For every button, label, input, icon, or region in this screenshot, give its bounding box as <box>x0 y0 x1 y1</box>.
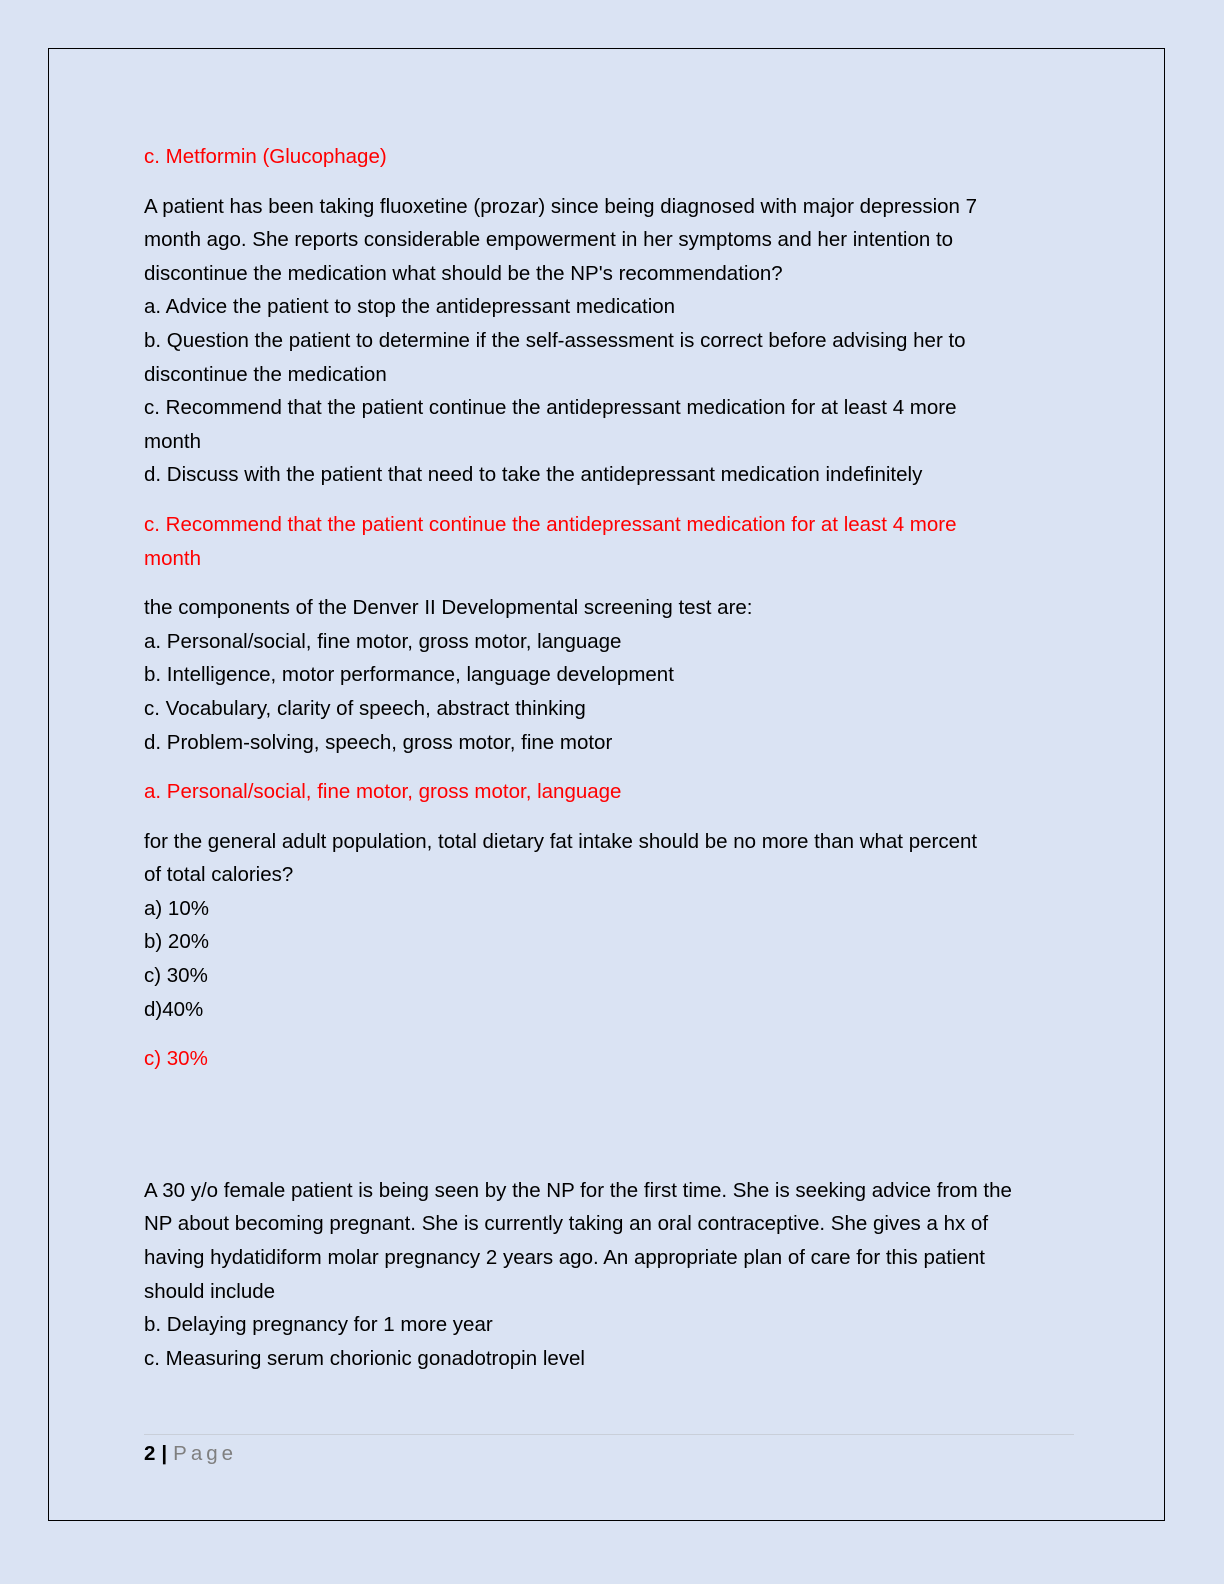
page-label: Page <box>173 1442 238 1465</box>
question-stem-line: A 30 y/o female patient is being seen by the NP for the first time. She is seeking advice from the <box>144 1178 1012 1202</box>
question-stem-line: of total calories? <box>144 863 294 887</box>
option-line: a. Advice the patient to stop the antidepressant medication <box>144 295 676 319</box>
option-line: d. Problem-solving, speech, gross motor, fine motor <box>144 730 613 754</box>
question-fluoxetine <box>144 190 1084 492</box>
question-stem-line: the components of the Denver II Developmental screening test are: <box>144 596 753 620</box>
page-number: 2 <box>144 1442 156 1465</box>
footer-divider <box>144 1434 1074 1435</box>
option-line: b. Delaying pregnancy for 1 more year <box>144 1313 493 1337</box>
option-line: c) 30% <box>144 964 208 988</box>
document-body <box>144 140 1084 1375</box>
question-stem-line: having hydatidiform molar pregnancy 2 years ago. An appropriate plan of care for this patient <box>144 1246 985 1270</box>
question-stem-line: month ago. She reports considerable empowerment in her symptoms and her intention to <box>144 228 954 252</box>
question-stem-line: NP about becoming pregnant. She is currently taking an oral contraceptive. She gives a hx of <box>144 1212 989 1236</box>
answer-dietary-fat: c) 30% <box>144 1047 208 1071</box>
question-stem-line: for the general adult population, total dietary fat intake should be no more than what percent <box>144 829 978 853</box>
answer-line: month <box>144 546 201 570</box>
question-stem-line: A patient has been taking fluoxetine (prozar) since being diagnosed with major depression 7 <box>144 194 978 218</box>
page-footer <box>144 1440 237 1468</box>
question-denver <box>144 591 1084 759</box>
option-line: discontinue the medication <box>144 362 387 386</box>
option-line: b. Question the patient to determine if the self-assessment is correct before advising her to <box>144 328 966 352</box>
question-dietary-fat <box>144 825 1084 1027</box>
option-line: c. Measuring serum chorionic gonadotropin level <box>144 1346 585 1370</box>
question-stem-line: discontinue the medication what should be the NP's recommendation? <box>144 261 783 285</box>
previous-answer: c. Metformin (Glucophage) <box>144 145 387 168</box>
answer-denver: a. Personal/social, fine motor, gross motor, language <box>144 780 622 804</box>
option-line: month <box>144 429 201 453</box>
option-line: d)40% <box>144 997 204 1021</box>
option-line: b. Intelligence, motor performance, language development <box>144 663 674 687</box>
page-separator: | <box>161 1442 168 1465</box>
option-line: a) 10% <box>144 896 209 920</box>
option-line: d. Discuss with the patient that need to take the antidepressant medication indefinitely <box>144 463 923 487</box>
option-line: a. Personal/social, fine motor, gross motor, language <box>144 629 622 653</box>
option-line: c. Recommend that the patient continue the antidepressant medication for at least 4 more <box>144 396 957 420</box>
question-molar-pregnancy <box>144 1174 1084 1376</box>
option-line: b) 20% <box>144 930 209 954</box>
answer-fluoxetine <box>144 508 1084 575</box>
option-line: c. Vocabulary, clarity of speech, abstract thinking <box>144 696 586 720</box>
question-stem-line: should include <box>144 1279 276 1303</box>
answer-line: c. Recommend that the patient continue the antidepressant medication for at least 4 more <box>144 512 957 536</box>
